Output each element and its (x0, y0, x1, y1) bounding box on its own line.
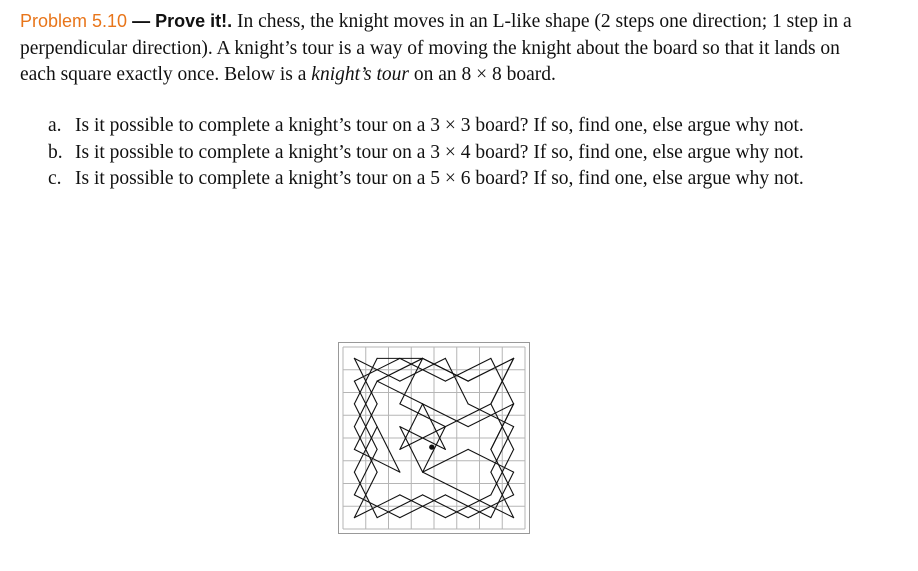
problem-intro: In chess, the knight moves in an L-like shape (2 steps one direction; 1 step in a perpendicular direction). A knight’s tour is a way of moving the knight about the board so that it lands on each square exactly once. Below is a (20, 11, 852, 85)
problem-intro-end: on an 8 × 8 board. (409, 64, 556, 85)
question-marker: b. (48, 141, 63, 163)
problem-statement (20, 8, 880, 89)
question-marker: a. (48, 115, 62, 136)
question-text: Is it possible to complete a knight’s tour on a 3 × 4 board? If so, find one, else argue why not. (75, 141, 804, 163)
question-marker: c. (48, 168, 62, 189)
question-item-b (48, 140, 858, 167)
question-text: Is it possible to complete a knight’s tour on a 3 × 3 board? If so, find one, else argue why not. (75, 115, 804, 136)
problem-intro-italic: knight’s tour (311, 64, 409, 85)
problem-title: Prove it!. (155, 11, 233, 31)
knights-tour-figure (338, 342, 530, 534)
question-item-c (48, 166, 858, 193)
problem-dash: — (127, 11, 156, 31)
question-list (48, 113, 858, 193)
question-text: Is it possible to complete a knight’s tour on a 5 × 6 board? If so, find one, else argue why not. (75, 168, 804, 189)
question-item-a (48, 113, 858, 140)
problem-number: Problem 5.10 (20, 11, 128, 31)
tour-start-marker (429, 445, 434, 450)
chess-board (338, 342, 530, 534)
